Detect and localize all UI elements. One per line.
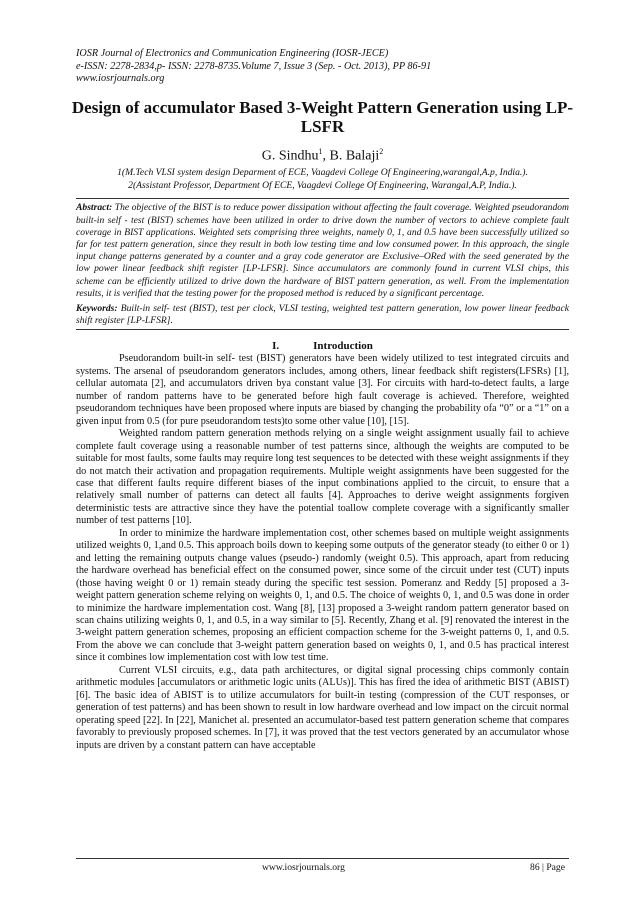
authors — [76, 143, 569, 165]
paper-page — [71, 48, 574, 752]
keywords-text: Built-in self- test (BIST), test per clock, VLSI testing, weighted test pattern generation, low power linear feedback shift register [LP-LFSR]. — [76, 303, 569, 327]
keywords — [76, 303, 569, 327]
section-title: Introduction — [313, 340, 373, 353]
page-footer — [76, 858, 569, 873]
abstract-label: Abstract: — [76, 202, 113, 214]
author-separator: , — [322, 148, 330, 164]
footer-rule — [76, 858, 569, 859]
section-number: I. — [272, 340, 280, 353]
paragraph: Weighted random pattern generation methods relying on a single weight assignment usually fail to achieve complete fault coverage using a reasonable number of test patterns since, although the weights are computed to be suitable for most faults, some faults may require long test sequences to be detected with these weight assignments if they do not match their activation and propagation requirements. Multiple weight assignments have been suggested for the case that different faults require different biases of the input combinations applied to the circuit, to ensure that a relatively small number of patterns can detect all faults [4]. Approaches to derive weight assignments forgiven deterministic tests are attractive since they have the potential toallow complete coverage with a significantly smaller number of test patterns [10]. — [76, 428, 569, 527]
paragraph: In order to minimize the hardware implementation cost, other schemes based on multiple weight assignments utilized weights 0, 1,and 0.5. This approach boils down to keeping some outputs of the generator steady (to either 0 or 1) and letting the remaining outputs change values (pseudo-) randomly (weight 0.5). This approach, apart from reducing the hardware overhead has beneficial effect on the consumed power, since some of the circuit under test (CUT) inputs (those having weight 0 or 1) remain steady during the specific test session. Pomeranz and Reddy [5] proposed a 3-weight pattern generation scheme relying on weights 0, 1, and 0.5. The choice of weights 0, 1, and 0.5 was done in order to minimize the hardware implementation cost. Wang [8], [13] proposed a 3-weight random pattern generator based on scan chains utilizing weights 0, 1, and 0.5, in a way similar to [5]. Recently, Zhang et al. [9] renovated the interest in the 3-weight pattern generation schemes, proposing an efficient compaction scheme for the 3-weight patterns 0, 1, and 0.5. From the above we can conclude that 3-weight pattern generation based on weights 0, 1, and 0.5 has practical interest since it combines low implementation cost with low test time. — [76, 527, 569, 664]
journal-header — [76, 48, 569, 86]
journal-name: IOSR Journal of Electronics and Communication Engineering (IOSR-JECE) — [76, 48, 389, 59]
footer-page-number: 86 | Page — [530, 862, 565, 873]
footer-site: www.iosrjournals.org — [262, 862, 345, 873]
paragraph: Current VLSI circuits, e.g., data path architectures, or digital signal processing chips commonly contain arithmetic modules [accumulators or arithmetic logic units (ALUs)]. This has fired the idea of arithmetic BIST (ABIST) [6]. The basic idea of ABIST is to utilize accumulators for built-in testing (compression of the CUT responses, or generation of test patterns) and has been shown to result in low hardware overhead and low impact on the circuit normal operating speed [22]. In [22], Manichet al. presented an accumulator-based test pattern generation scheme that compares favorably to previously proposed schemes. In [7], it was proved that the test vectors generated by an accumulator whose inputs are driven by a constant pattern can have acceptable — [76, 664, 569, 751]
intro-body — [76, 353, 569, 752]
affiliation-1: 1(M.Tech VLSI system design Deparment of ECE, Vaagdevi College Of Engineering,warangal,A.p, India.). — [117, 167, 528, 179]
abstract-top-rule — [76, 198, 569, 199]
author-2-sup: 2 — [379, 146, 384, 156]
abstract-bottom-rule — [76, 329, 569, 330]
author-1: G. Sindhu — [261, 148, 319, 164]
abstract-text: The objective of the BIST is to reduce power dissipation without affecting the fault coverage. Weighted pseudorandom built-in self - test (BIST) schemes have been utilized in order to drive down the number of vectors to achieve complete fault coverage in BIST applications. Weighted sets comprising three weights, namely 0, 1, and 0.5 have been successfully utilized so far for test pattern generation, since they result in both low testing time and low consumed power. In this approach, the single input change patterns generated by a counter and a gray code generator are Exclusive–ORed with the seed generated by the low power linear feedback shift register [LP-LFSR]. Since accumulators are commonly found in current VLSI chips, this scheme can be efficiently utilized to drive down the hardware of BIST pattern generation, as well. From the implementation results, it is verified that the testing power for the proposed method is reduced by a significant percentage. — [76, 202, 569, 299]
abstract — [76, 202, 569, 300]
section-heading — [76, 340, 569, 353]
keywords-label: Keywords: — [76, 303, 118, 315]
journal-issn: e-ISSN: 2278-2834,p- ISSN: 2278-8735.Volume 7, Issue 3 (Sep. - Oct. 2013), PP 86-91 — [76, 60, 432, 72]
author-2: B. Balaji — [329, 148, 380, 164]
paragraph: Pseudorandom built-in self- test (BIST) generators have been widely utilized to test integrated circuits and systems. The arsenal of pseudorandom generators includes, among others, linear feedback shift registers(LFSRs) [1], cellular automata [2], and accumulators driven bya constant value [3]. For circuits with hard-to-detect faults, a large number of random patterns have to be generated before high fault coverage is achieved. Therefore, weighted pseudorandom techniques have been proposed where inputs are biased by changing the probability ofa “0” or a “1” on a given input from 0.5 (for pure pseudorandom tests)to some other value [10], [15]. — [76, 353, 569, 427]
affiliation-2: 2(Assistant Professor, Department Of ECE, Vaagdevi College Of Engineering, Warangal,A.P, India.). — [128, 179, 517, 191]
author-1-sup: 1 — [318, 146, 323, 156]
journal-url: www.iosrjournals.org — [76, 73, 165, 85]
paper-title: Design of accumulator Based 3-Weight Pattern Generation using LP-LSFR — [71, 97, 574, 137]
